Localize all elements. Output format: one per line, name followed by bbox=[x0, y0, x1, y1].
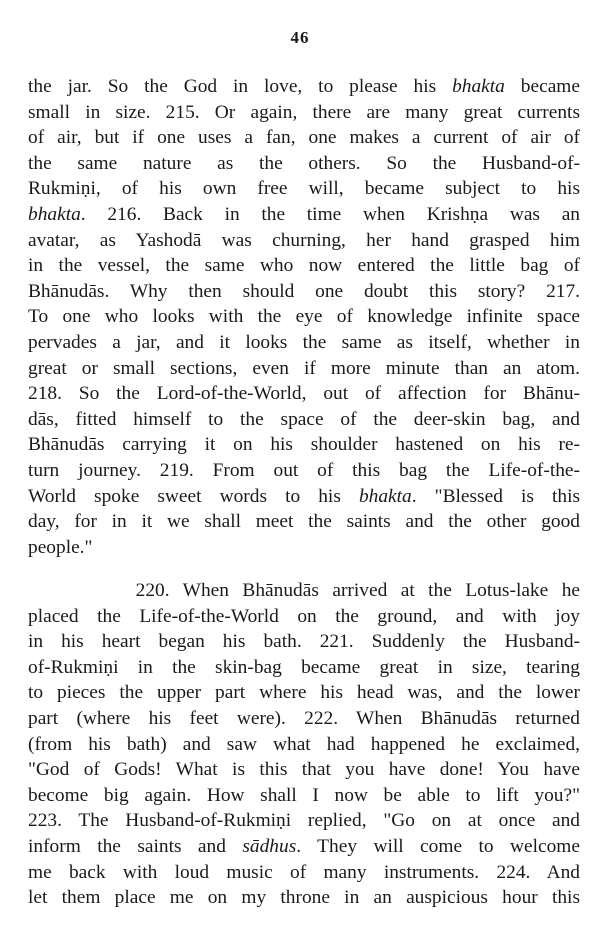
text-line: to pieces the upper part where his head was, and the lower bbox=[28, 682, 580, 704]
text-line: turn journey. 219. From out of this bag the Life-of-the- bbox=[28, 459, 580, 481]
text-line: of-Rukmiṇi in the skin-bag became great in size, tearing bbox=[28, 656, 580, 678]
text-line: the same nature as the others. So the Husband-of- bbox=[28, 152, 580, 174]
text-line: inform the saints and sādhus. They will come to welcome bbox=[28, 835, 580, 857]
text-line: Rukmiṇi, of his own free will, became subject to his bbox=[28, 178, 580, 200]
text-line: Bhānudās carrying it on his shoulder hastened on his re- bbox=[28, 434, 580, 456]
page-number: 46 bbox=[290, 28, 310, 47]
text-line: the jar. So the God in love, to please his bhakta became bbox=[28, 76, 580, 97]
text-line: great or small sections, even if more minute than an atom. bbox=[28, 357, 580, 379]
text-line: pervades a jar, and it looks the same as itself, whether in bbox=[28, 331, 580, 353]
text-line: 218. So the Lord-of-the-World, out of affection for Bhānu- bbox=[28, 383, 580, 405]
text-line: placed the Life-of-the-World on the ground, and with joy bbox=[28, 605, 580, 627]
text-line: Bhānudās. Why then should one doubt this story? 217. bbox=[28, 280, 580, 302]
text-line: me back with loud music of many instruments. 224. And bbox=[28, 861, 580, 883]
text-line: part (where his feet were). 222. When Bhānudās returned bbox=[28, 707, 580, 729]
text-line: 223. The Husband-of-Rukmiṇi replied, "Go on at once and bbox=[28, 810, 580, 832]
text-line: To one who looks with the eye of knowledge infinite space bbox=[28, 306, 580, 328]
text-line: dās, fitted himself to the space of the deer-skin bag, and bbox=[28, 408, 580, 430]
text-line: "God of Gods! What is this that you have done! You have bbox=[28, 759, 580, 781]
text-line: day, for in it we shall meet the saints and the other good bbox=[28, 511, 580, 533]
paragraph-2 bbox=[28, 578, 580, 911]
text-line: of air, but if one uses a fan, one makes a current of air of bbox=[28, 127, 580, 149]
text-line: let them place me on my throne in an auspicious hour this bbox=[28, 887, 580, 909]
text-line: bhakta. 216. Back in the time when Krishṇa was an bbox=[28, 203, 580, 225]
text-line: avatar, as Yashodā was churning, her hand grasped him bbox=[28, 229, 580, 251]
text-line: World spoke sweet words to his bhakta. "Blessed is this bbox=[28, 485, 580, 507]
text-line: 220. When Bhānudās arrived at the Lotus-lake he bbox=[28, 580, 580, 601]
paragraph-1 bbox=[28, 74, 580, 560]
text-line: in the vessel, the same who now entered the little bag of bbox=[28, 255, 580, 277]
text-line: people." bbox=[28, 536, 93, 558]
text-line: become big again. How shall I now be able to lift you?" bbox=[28, 784, 580, 806]
text-line: small in size. 215. Or again, there are many great currents bbox=[28, 101, 580, 123]
text-line: in his heart began his bath. 221. Suddenly the Husband- bbox=[28, 631, 580, 653]
text-line: (from his bath) and saw what had happened he exclaimed, bbox=[28, 733, 580, 755]
